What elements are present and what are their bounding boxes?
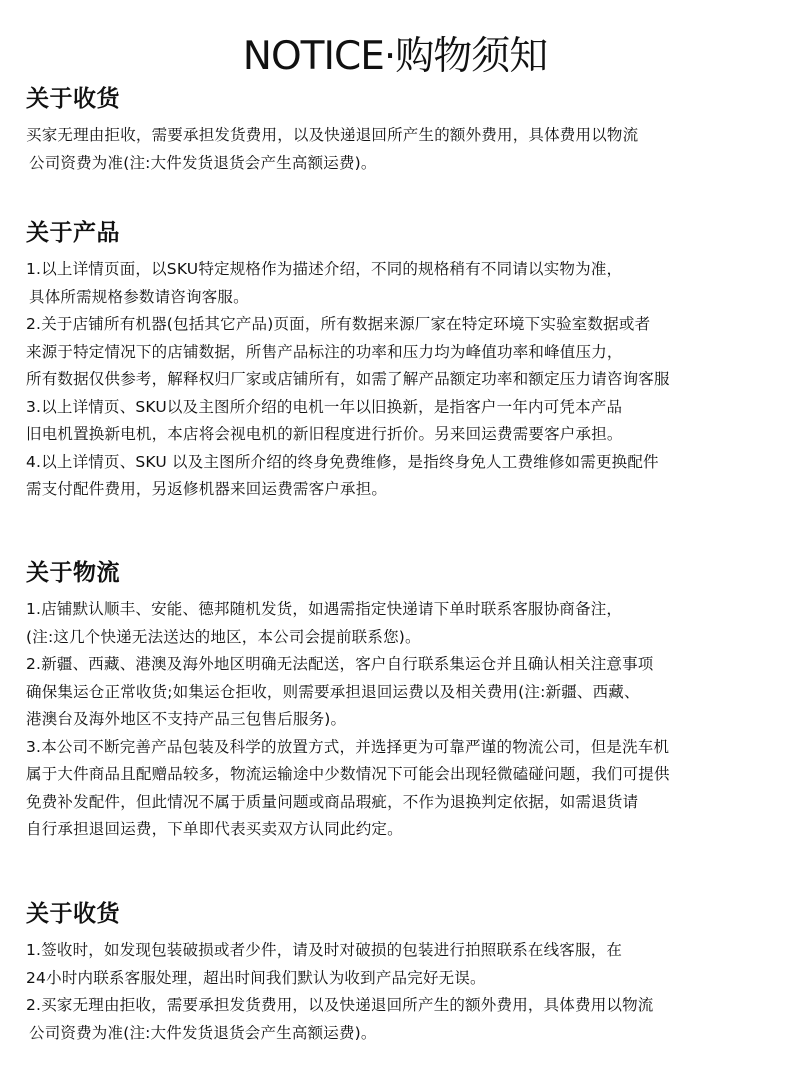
section-heading: 关于产品 [26, 220, 120, 246]
section-body [26, 256, 786, 504]
paragraph-line: 1.以上详情页面，以SKU特定规格作为描述介绍，不同的规格稍有不同请以实物为准， [26, 260, 623, 278]
paragraph-line: 需支付配件费用，另返修机器来回运费需客户承担。 [26, 480, 388, 498]
section-heading: 关于物流 [26, 560, 120, 586]
paragraph-line: 具体所需规格参数请咨询客服。 [29, 287, 249, 306]
paragraph-line: 4.以上详情页、SKU 以及主图所介绍的终身免费维修，是指终身免人工费维修如需更换配件 [26, 452, 659, 471]
paragraph-line: 旧电机置换新电机，本店将会视电机的新旧程度进行折价。另来回运费需要客户承担。 [26, 425, 623, 443]
paragraph-line: 公司资费为准(注:大件发货退货会产生高额运费)。 [29, 1023, 377, 1042]
section-heading: 关于收货 [26, 901, 120, 927]
paragraph-line: 1.店铺默认顺丰、安能、德邦随机发货，如遇需指定快递请下单时联系客服协商备注， [26, 600, 623, 618]
paragraph-line: 免费补发配件，但此情况不属于质量问题或商品瑕疵，不作为退换判定依据，如需退货请 [26, 792, 639, 811]
paragraph-line: 买家无理由拒收，需要承担发货费用，以及快递退回所产生的额外费用，具体费用以物流 [26, 126, 639, 144]
section-logistics [26, 558, 786, 844]
paragraph-line: 属于大件商品且配赠品较多，物流运输途中少数情况下可能会出现轻微磕碰问题，我们可提供 [26, 765, 670, 783]
paragraph-line: 24小时内联系客服处理，超出时间我们默认为收到产品完好无误。 [26, 968, 486, 987]
page-title: NOTICE·购物须知 [242, 34, 548, 79]
paragraph-line: 2.买家无理由拒收，需要承担发货费用，以及快递退回所产生的额外费用，具体费用以物流 [26, 996, 654, 1014]
paragraph-line: 来源于特定情况下的店铺数据，所售产品标注的功率和压力均为峰值功率和峰值压力， [26, 342, 623, 361]
paragraph-line: 港澳台及海外地区不支持产品三包售后服务)。 [26, 710, 347, 728]
paragraph-line: 公司资费为准(注:大件发货退货会产生高额运费)。 [29, 153, 377, 172]
paragraph-line: 2.关于店铺所有机器(包括其它产品)页面，所有数据来源厂家在特定环境下实验室数据或者 [26, 315, 651, 333]
section-receiving [26, 84, 786, 177]
paragraph-line: 所有数据仅供参考，解释权归厂家或店铺所有，如需了解产品额定功率和额定压力请咨询客服 [26, 370, 670, 388]
section-body [26, 122, 786, 177]
paragraph-line: (注:这几个快递无法送达的地区，本公司会提前联系您)。 [26, 627, 421, 646]
paragraph-line: 确保集运仓正常收货;如集运仓拒收，则需要承担退回运费以及相关费用(注:新疆、西藏、 [26, 682, 640, 701]
paragraph-line: 3.本公司不断完善产品包装及科学的放置方式，并选择更为可靠严谨的物流公司，但是洗车机 [26, 737, 670, 756]
section-body [26, 937, 786, 1047]
section-heading: 关于收货 [26, 86, 120, 112]
section-body [26, 596, 786, 844]
paragraph-line: 2.新疆、西藏、港澳及海外地区明确无法配送，客户自行联系集运仓并且确认相关注意事项 [26, 655, 654, 673]
paragraph-line: 1.签收时，如发现包装破损或者少件，请及时对破损的包装进行拍照联系在线客服，在 [26, 941, 623, 959]
paragraph-line: 自行承担退回运费，下单即代表买卖双方认同此约定。 [26, 820, 403, 838]
paragraph-line: 3.以上详情页、SKU以及主图所介绍的电机一年以旧换新，是指客户一年内可凭本产品 [26, 397, 623, 416]
section-signing [26, 899, 786, 1047]
section-product [26, 218, 786, 504]
